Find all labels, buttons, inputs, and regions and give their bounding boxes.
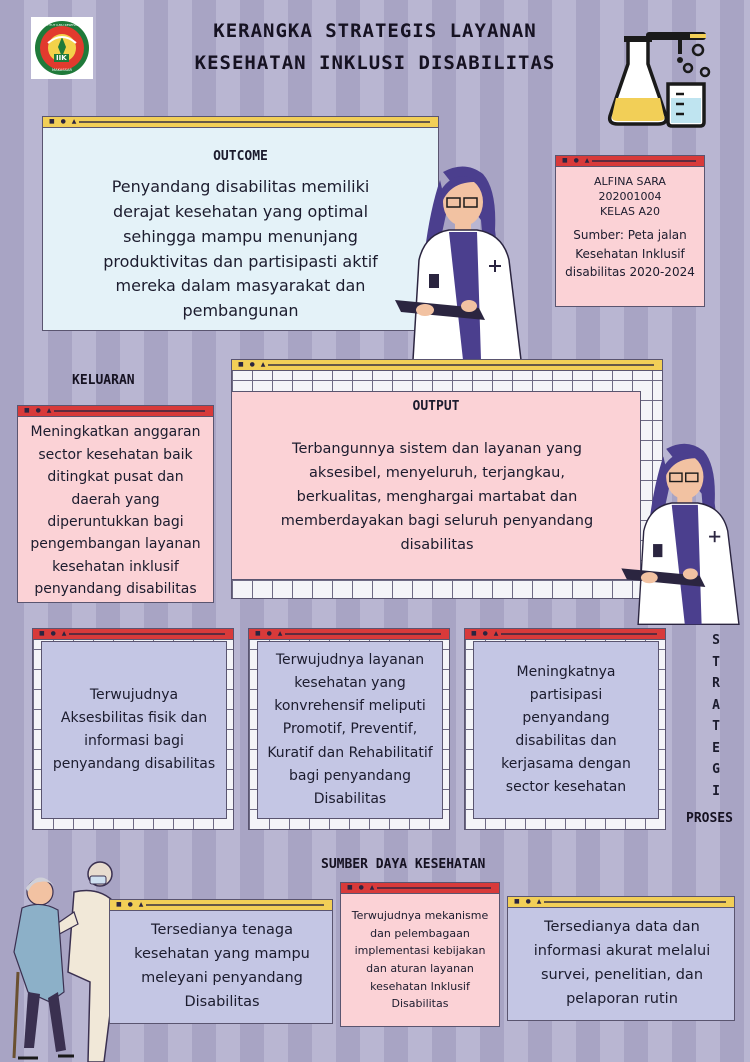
keluaran-label: KELUARAN bbox=[72, 373, 135, 388]
sumber-daya-text-2: Terwujudnya mekanisme dan pelembagaan implementasi kebijakan dan aturan layanan kesehatan Inklusif Disabilitas bbox=[351, 909, 489, 1011]
doctor-illustration-icon bbox=[612, 432, 750, 630]
output-heading: OUTPUT bbox=[412, 399, 460, 414]
outcome-window: ■ ● ▲ OUTCOME Penyandang disabilitas memiliki derajat kesehatan yang optimal sehingga mampu menunjang produktivitas dan partisipasti aktif mereka dalam masyarakat dan pembangunan bbox=[42, 116, 439, 331]
outcome-text: Penyandang disabilitas memiliki derajat kesehatan yang optimal sehingga mampu menunjang produktivitas dan partisipasti aktif mereka dalam masyarakat dan pembangunan bbox=[103, 177, 378, 321]
sumber-daya-window-3: ■ ● ▲ Tersedianya data dan informasi akurat melalui survei, penelitian, dan pelaporan rutin bbox=[507, 896, 735, 1021]
sumber-daya-label: SUMBER DAYA KESEHATAN bbox=[321, 857, 486, 872]
logo-text-top: INSTITUT ILMU KESEHATAN bbox=[41, 23, 83, 27]
sumber-daya-window-1: ■ ● ▲ Tersedianya tenaga kesehatan yang mampu meleyani penyandang Disabilitas bbox=[109, 899, 333, 1024]
doctor-illustration-icon bbox=[385, 160, 535, 360]
author-class: KELAS A20 bbox=[599, 205, 661, 218]
author-info-window: ■ ● ▲ ALFINA SARA 202001004 KELAS A20 Sumber: Peta jalan Kesehatan Inklusif disabilitas 2020-2024 bbox=[555, 155, 705, 307]
sumber-daya-window-2: ■ ● ▲ Terwujudnya mekanisme dan pelembagaan implementasi kebijakan dan aturan layanan kesehatan Inklusif Disabilitas bbox=[340, 882, 500, 1027]
author-name: ALFINA SARA bbox=[594, 175, 666, 188]
strategi-text-3: Meningkatnya partisipasi penyandang disabilitas dan kerjasama dengan sector kesehatan bbox=[473, 641, 659, 819]
output-grid-window: ■ ● ▲ bbox=[231, 359, 663, 599]
author-nim: 202001004 bbox=[598, 190, 662, 203]
strategi-vertical-label: S T R A T E G I bbox=[712, 633, 720, 799]
logo-text-bottom: MAKASSAR bbox=[52, 68, 72, 72]
strategi-text-1: Terwujudnya Aksesbilitas fisik dan informasi bagi penyandang disabilitas bbox=[41, 641, 227, 819]
strategi-window-1: ■ ● ▲ Terwujudnya Aksesbilitas fisik dan informasi bagi penyandang disabilitas bbox=[32, 628, 234, 830]
strategi-text-2: Terwujudnya layanan kesehatan yang konvrehensif meliputi Promotif, Preventif, Kuratif dan Rehabilitatif bagi penyandang Disabilitas bbox=[257, 641, 443, 819]
sumber-daya-text-1: Tersedianya tenaga kesehatan yang mampu meleyani penyandang Disabilitas bbox=[134, 922, 310, 1010]
laboratory-flask-icon bbox=[606, 28, 716, 130]
output-window bbox=[231, 391, 641, 580]
page-title-line2: KESEHATAN INKLUSI DISABILITAS bbox=[194, 52, 556, 74]
institution-logo bbox=[31, 17, 93, 79]
outcome-heading: OUTCOME bbox=[213, 149, 268, 164]
strategi-window-2: ■ ● ▲ Terwujudnya layanan kesehatan yang konvrehensif meliputi Promotif, Preventif, Kuratif dan Rehabilitatif bagi penyandang Disabilitas bbox=[248, 628, 450, 830]
page-title-line1: KERANGKA STRATEGIS LAYANAN bbox=[213, 20, 537, 42]
proses-label: PROSES bbox=[686, 811, 733, 826]
keluaran-text: Meningkatkan anggaran sector kesehatan baik ditingkat pusat dan daerah yang diperuntukkan bagi pengembangan layanan kesehatan inklusif penyandang disabilitas bbox=[30, 424, 201, 598]
source-citation: Sumber: Peta jalan Kesehatan Inklusif disabilitas 2020-2024 bbox=[565, 228, 695, 280]
keluaran-window: ■ ● ▲ Meningkatkan anggaran sector kesehatan baik ditingkat pusat dan daerah yang diperuntukkan bagi pengembangan layanan kesehatan inklusif penyandang disabilitas bbox=[17, 405, 214, 603]
elderly-caregiver-illustration-icon bbox=[4, 852, 122, 1062]
strategi-window-3: ■ ● ▲ Meningkatnya partisipasi penyandang disabilitas dan kerjasama dengan sector kesehatan bbox=[464, 628, 666, 830]
output-text: Terbangunnya sistem dan layanan yang aksesibel, menyeluruh, terjangkau, berkualitas, menghargai martabat dan memberdayakan bagi seluruh penyandang disabilitas bbox=[280, 441, 594, 553]
logo-abbr: IIK bbox=[56, 54, 67, 62]
sumber-daya-text-3: Tersedianya data dan informasi akurat melalui survei, penelitian, dan pelaporan rutin bbox=[533, 919, 711, 1007]
